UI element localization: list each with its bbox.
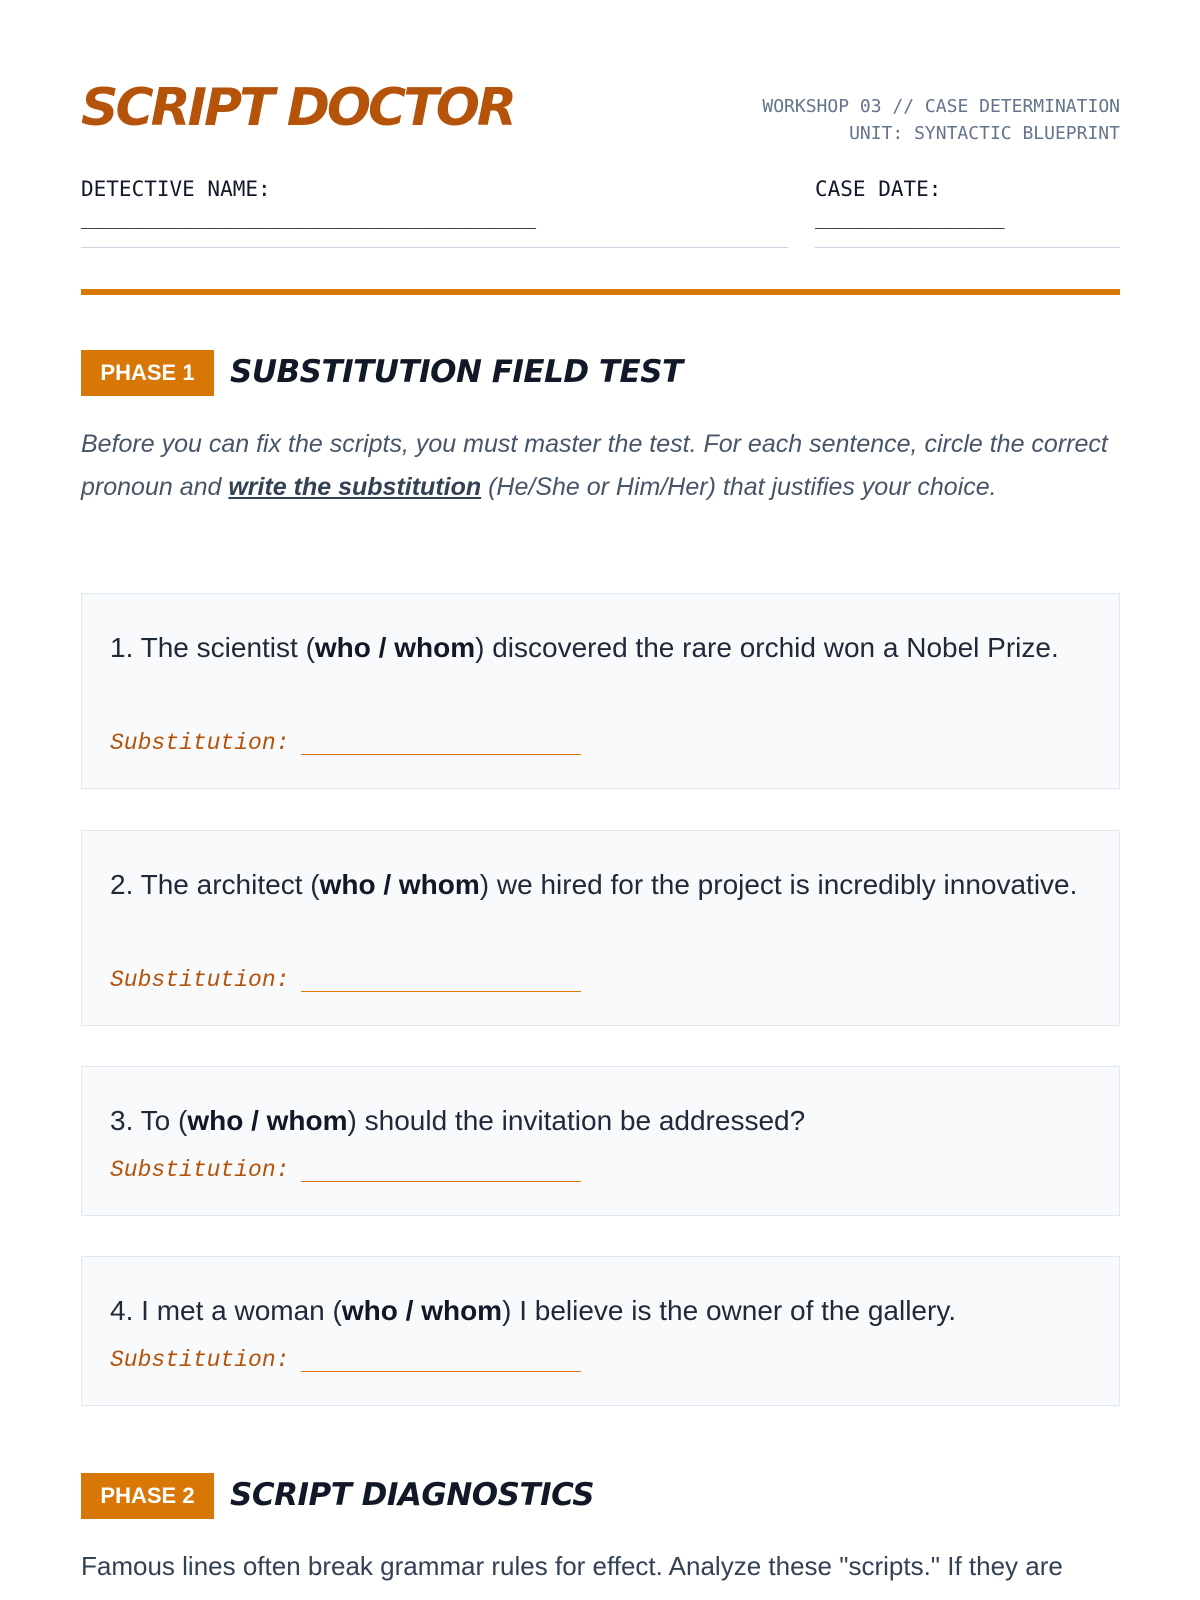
question-text-2: [110, 861, 1090, 908]
detective-name-rule: [81, 247, 788, 248]
substitution-blank-1[interactable]: [301, 754, 581, 755]
meta-unit: UNIT: SYNTACTIC BLUEPRINT: [849, 123, 1120, 144]
question-4-start: 4. I met a woman (: [110, 1295, 342, 1326]
question-3-end: ) should the invitation be addressed?: [347, 1105, 806, 1136]
header-divider: [81, 289, 1120, 295]
question-text-3: [110, 1097, 1090, 1144]
question-3-start: 3. To (: [110, 1105, 188, 1136]
substitution-label-1: Substitution:: [110, 730, 290, 756]
question-card-4: [81, 1256, 1120, 1406]
substitution-blank-3[interactable]: [301, 1181, 581, 1182]
question-card-2: [81, 830, 1120, 1026]
substitution-blank-4[interactable]: [301, 1371, 581, 1372]
case-date-label: CASE DATE:: [815, 177, 942, 201]
substitution-blank-2[interactable]: [301, 991, 581, 992]
question-card-3: [81, 1066, 1120, 1216]
instructions-text-2: (He/She or Him/Her) that justifies your choice.: [481, 473, 997, 501]
question-3-choice[interactable]: who / whom: [187, 1105, 348, 1136]
brand-title: SCRIPT DOCTOR: [81, 78, 514, 138]
worksheet-page: [81, 0, 1120, 1581]
substitution-row-2: [110, 967, 581, 993]
substitution-label-2: Substitution:: [110, 967, 290, 993]
question-1-choice[interactable]: who / whom: [314, 632, 476, 663]
write-substitution-link[interactable]: write the substitution: [228, 473, 482, 501]
detective-name-label: DETECTIVE NAME:: [81, 177, 271, 201]
worksheet-header: [81, 0, 1120, 300]
substitution-row-1: [110, 730, 581, 756]
question-2-choice[interactable]: who / whom: [319, 869, 480, 900]
substitution-label-3: Substitution:: [110, 1157, 290, 1183]
question-4-end: ) I believe is the owner of the gallery.: [502, 1295, 957, 1326]
phase1-instructions: [81, 423, 1120, 509]
substitution-row-3: [110, 1157, 581, 1183]
instructions-text-1: Before you can fix the scripts, you must master the test. For each sentence, circle the correct pronoun and: [81, 430, 1108, 501]
question-1-end: ) discovered the rare orchid won a Nobel Prize.: [475, 632, 1059, 663]
phase2-tag: PHASE 2: [81, 1473, 214, 1519]
phase1-title: SUBSTITUTION FIELD TEST: [230, 354, 683, 390]
question-card-1: [81, 593, 1120, 789]
question-2-end: ) we hired for the project is incredibly innovative.: [479, 869, 1078, 900]
case-date-field[interactable]: _______________: [815, 205, 1005, 229]
phase2-title: SCRIPT DIAGNOSTICS: [230, 1477, 595, 1513]
question-text-1: [110, 624, 1090, 671]
case-date-rule: [815, 247, 1120, 248]
phase1-tag: PHASE 1: [81, 350, 214, 396]
detective-name-field[interactable]: ____________________________________: [81, 205, 537, 229]
question-4-choice[interactable]: who / whom: [341, 1295, 503, 1326]
substitution-label-4: Substitution:: [110, 1347, 290, 1373]
question-1-start: 1. The scientist (: [110, 632, 315, 663]
substitution-row-4: [110, 1347, 581, 1373]
worksheet-meta: [762, 93, 1120, 147]
meta-workshop: WORKSHOP 03 // CASE DETERMINATION: [762, 96, 1120, 117]
question-2-start: 2. The architect (: [110, 869, 320, 900]
question-text-4: [110, 1287, 1090, 1334]
phase2-instructions: Famous lines often break grammar rules for effect. Analyze these "scripts." If they are: [81, 1551, 1063, 1581]
